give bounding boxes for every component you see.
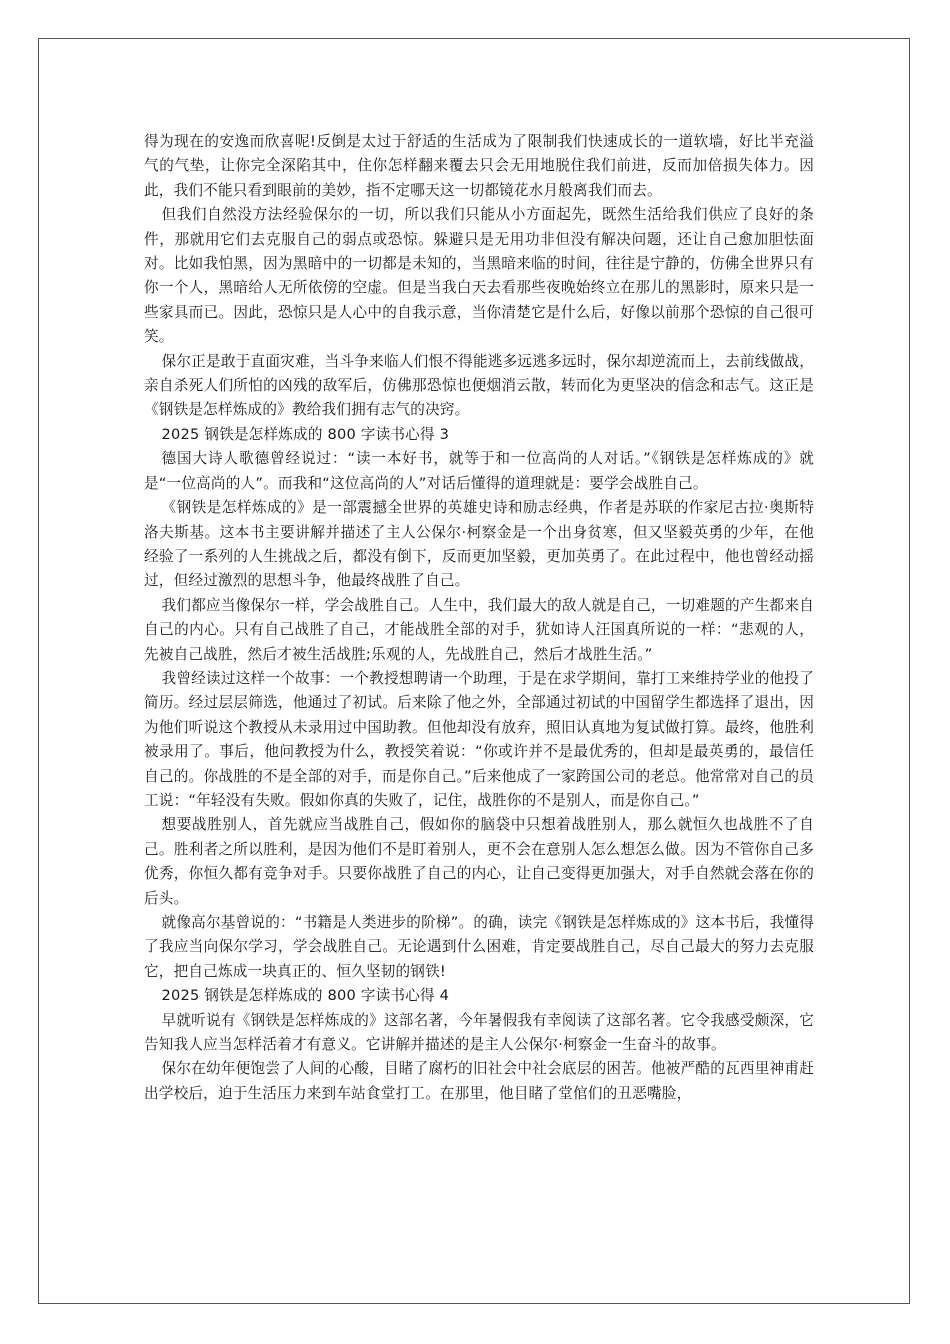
paragraph: 就像高尔基曾说的：“书籍是人类进步的阶梯”。的确，读完《钢铁是怎样炼成的》这本书后，我懂得了我应当向保尔学习，学会战胜自己。无论遇到什么困难，肯定要战胜自己，尽自己最大的努力去克服它，把自己炼成一块真正的、恒久坚韧的钢铁! xyxy=(144,914,814,980)
paragraph: 想要战胜别人，首先就应当战胜自己，假如你的脑袋中只想着战胜别人，那么就恒久也战胜不了自己。胜利者之所以胜利，是因为他们不是盯着别人，更不会在意别人怎么想怎么做。因为不管你自己多优秀，你恒久都有竞争对手。只要你战胜了自己的内心，让自己变得更加强大，对手自然就会落在你的后头。 xyxy=(144,816,814,907)
paragraph: 保尔正是敢于直面灾难，当斗争来临人们恨不得能逃多远逃多远时，保尔却逆流而上，去前线做战，亲自杀死人们所怕的凶残的敌军后，仿佛那恐惊也便烟消云散，转而化为更坚决的信念和志气。这正是《钢铁是怎样炼成的》教给我们拥有志气的决窍。 xyxy=(144,352,814,419)
paragraph: 早就听说有《钢铁是怎样炼成的》这部名著，今年暑假我有幸阅读了这部名著。它令我感受颇深，它告知我人应当怎样活着才有意义。它讲解并描述的是主人公保尔·柯察金一生奋斗的故事。 xyxy=(144,1011,814,1054)
paragraph-continued: 得为现在的安逸而欣喜呢!反倒是太过于舒适的生活成为了限制我们快速成长的一道软墙，好比半充溢气的气垫，让你完全深陷其中，住你怎样翻来覆去只会无用地脱住我们前进，反而加倍损失体力。因此，我们不能只看到眼前的美妙，指不定哪天这一切都镜花水月般离我们而去。 xyxy=(144,133,814,199)
paragraph: 《钢铁是怎样炼成的》是一部震撼全世界的英雄史诗和励志经典，作者是苏联的作家尼古拉·奥斯特洛夫斯基。这本书主要讲解并描述了主人公保尔·柯察金是一个出身贫寒，但又坚毅英勇的少年，在他经验了一系列的人生挑战之后，都没有倒下，反而更加坚毅，更加英勇了。在此过程中，他也曾经动摇过，但经过激烈的思想斗争，他最终战胜了自己。 xyxy=(144,499,814,590)
paragraph: 保尔在幼年便饱尝了人间的心酸，目睹了腐朽的旧社会中社会底层的困苦。他被严酷的瓦西里神甫赶出学校后，迫于生活压力来到车站食堂打工。在那里，他目睹了堂倌们的丑恶嘴脸， xyxy=(144,1060,814,1102)
paragraph: 德国大诗人歌德曾经说过：“读一本好书，就等于和一位高尚的人对话。”《钢铁是怎样炼成的》就是“一位高尚的人”。而我和“这位高尚的人”对话后懂得的道理就是：要学会战胜自己。 xyxy=(144,450,814,492)
document-body xyxy=(144,130,814,1106)
paragraph: 我们都应当像保尔一样，学会战胜自己。人生中，我们最大的敌人就是自己，一切难题的产生都来自自己的内心。只有自己战胜了自己，才能战胜全部的对手，犹如诗人汪国真所说的一样：“悲观的人，先被自己战胜，然后才被生活战胜;乐观的人，先战胜自己，然后才战胜生活。” xyxy=(144,596,814,663)
paragraph: 但我们自然没方法经验保尔的一切，所以我们只能从小方面起先，既然生活给我们供应了良好的条件，那就用它们去克服自己的弱点或恐惊。躲避只是无用功非但没有解决问题，还让自己愈加胆怯面对。比如我怕黑，因为黑暗中的一切都是未知的，当黑暗来临的时间，往往是宁静的，仿佛全世界只有你一个人，黑暗给人无所依傍的空虚。但是当我白天去看那些夜晚始终立在那儿的黑影时，原来只是一些家具而已。因此，恐惊只是人心中的自我示意，当你清楚它是什么后，好像以前那个恐惊的自己很可笑。 xyxy=(144,206,814,346)
section-heading: 2025 钢铁是怎样炼成的 800 字读书心得 3 xyxy=(161,425,450,443)
paragraph: 我曾经读过这样一个故事：一个教授想聘请一个助理，于是在求学期间，靠打工来维持学业的他投了简历。经过层层筛选，他通过了初试。后来除了他之外，全部通过初试的中国留学生都选择了退出，因为他们听说这个教授从未录用过中国助教。但他却没有放弃，照旧认真地为复试做打算。最终，他胜利被录用了。事后，他问教授为什么，教授笑着说：“你或许并不是最优秀的，但却是最英勇的，最信任自己的。你战胜的不是全部的对手，而是你自己。”后来他成了一家跨国公司的老总。他常常对自己的员工说：“年轻没有失败。假如你真的失败了，记住，战胜你的不是别人，而是你自己。” xyxy=(144,669,814,809)
section-heading: 2025 钢铁是怎样炼成的 800 字读书心得 4 xyxy=(161,987,450,1005)
